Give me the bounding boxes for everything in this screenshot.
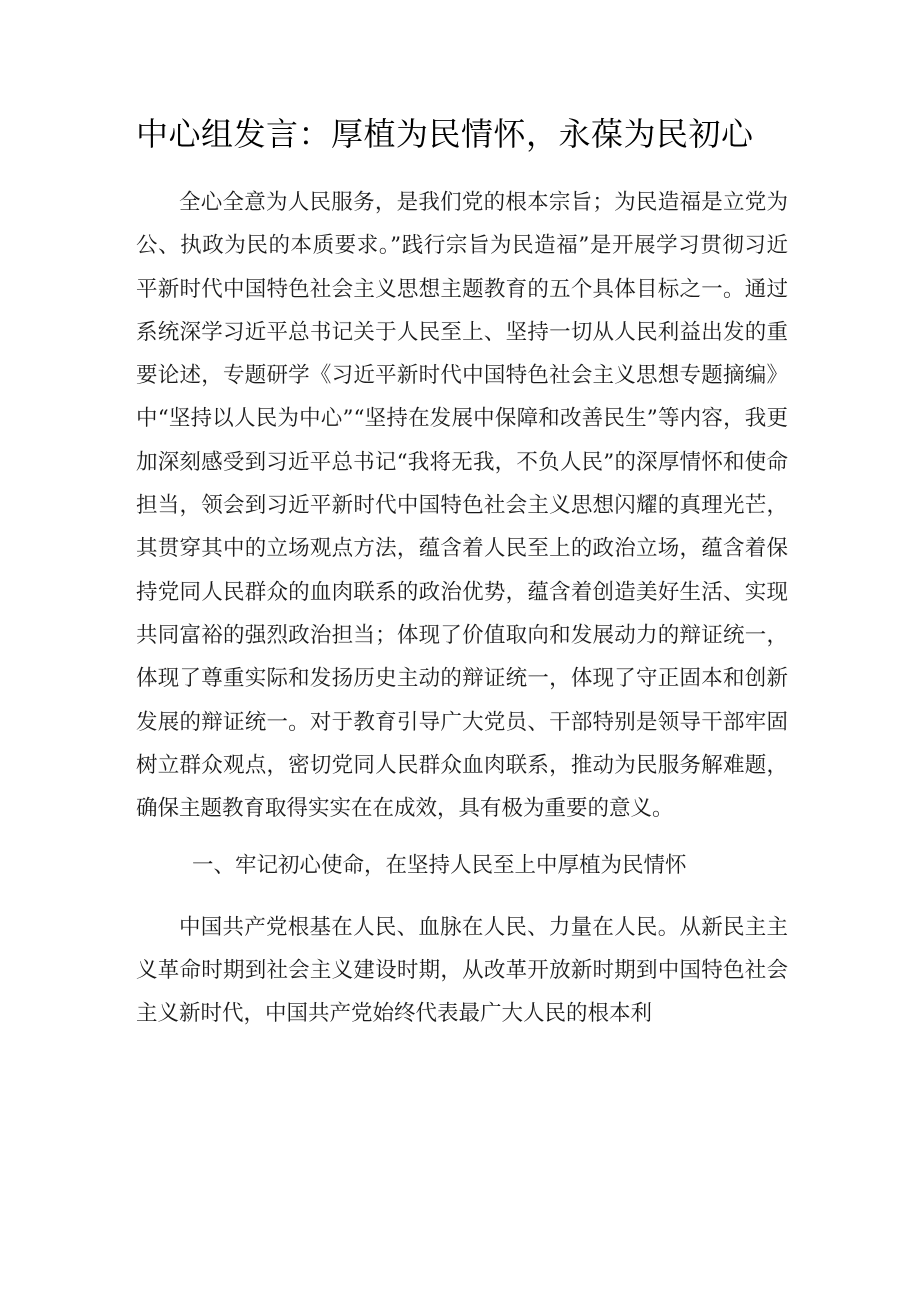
paragraph-section-1: 中国共产党根基在人民、血脉在人民、力量在人民。从新民主主义革命时期到社会主义建设时期，从改革开放新时期到中国特色社会主义新时代，中国共产党始终代表最广大人民的根本利: [136, 914, 788, 1027]
section-heading-1: 一、牢记初心使命，在坚持人民至上中厚植为民情怀: [192, 853, 687, 879]
document-body: [136, 112, 788, 1036]
document-title: 中心组发言：厚植为民情怀，永葆为民初心: [136, 115, 754, 153]
paragraph-intro: 全心全意为人民服务，是我们党的根本宗旨；为民造福是立党为公、执政为民的本质要求。”践行宗旨为民造福”是开展学习贯彻习近平新时代中国特色社会主义思想主题教育的五个具体目标之一。通过系统深学习近平总书记关于人民至上、坚持一切从人民利益出发的重要论述，专题研学《习近平新时代中国特色社会主义思想专题摘编》中“坚持以人民为中心”“坚持在发展中保障和改善民生”等内容，我更加深刻感受到习近平总书记“我将无我，不负人民”的深厚情怀和使命担当，领会到习近平新时代中国特色社会主义思想闪耀的真理光芒，其贯穿其中的立场观点方法，蕴含着人民至上的政治立场，蕴含着保持党同人民群众的血肉联系的政治优势，蕴含着创造美好生活、实现共同富裕的强烈政治担当；体现了价值取向和发展动力的辩证统一，体现了尊重实际和发扬历史主动的辩证统一，体现了守正固本和创新发展的辩证统一。对于教育引导广大党员、干部特别是领导干部牢固树立群众观点，密切党同人民群众血肉联系，推动为民服务解难题，确保主题教育取得实实在在成效，具有极为重要的意义。: [136, 190, 788, 822]
